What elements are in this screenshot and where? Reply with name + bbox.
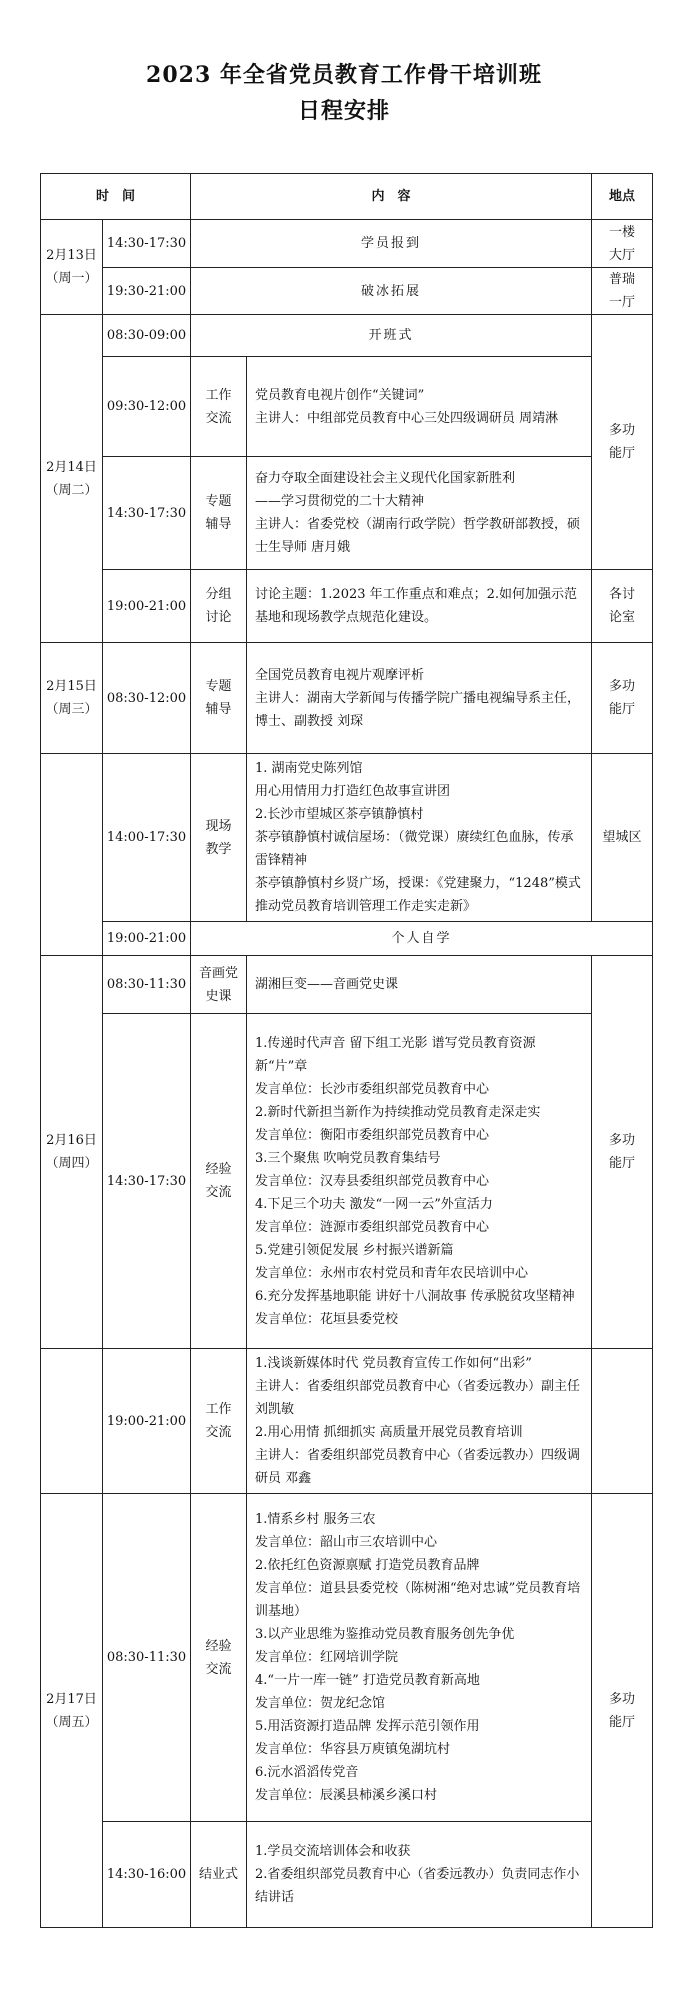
time-cell: 19:30-21:00 [103,268,191,315]
content-line: 2.省委组织部党员教育中心（省委远教办）负责同志作小结讲话 [255,1867,580,1905]
content-line: 发言单位：长沙市委组织部党员教育中心 [255,1081,490,1097]
form-cell: 工作 交流 [191,357,247,457]
content-cell [247,643,592,754]
form-cell: 经验 交流 [191,1494,247,1822]
table-row [41,922,653,956]
date-cell: 2月15日 （周三） [41,643,103,754]
time-cell: 19:00-21:00 [103,570,191,643]
date-cell: 2月17日 （周五） [41,1494,103,1928]
content-cell [247,1014,592,1349]
date-cell: 2月13日 （周一） [41,220,103,315]
header-place: 地点 [592,174,653,220]
table-row [41,754,653,922]
time-cell: 19:00-21:00 [103,1349,191,1494]
content-line: 发言单位：花垣县委党校 [255,1311,399,1327]
table-row [41,457,653,570]
time-cell: 08:30-11:30 [103,956,191,1014]
content-line: 茶亭镇静慎村乡贤广场，授课：《党建聚力，“1248”模式推动党员教育培训管理工作走实走新》 [255,876,581,914]
content-line: 4.“一片一库一链” 打造党员教育新高地 [255,1673,480,1688]
table-row [41,315,653,357]
time-cell: 08:30-09:00 [103,315,191,357]
table-row [41,268,653,315]
table-row [41,357,653,457]
page-title: 2023 年全省党员教育工作骨干培训班 [146,62,542,88]
form-cell: 专题 辅导 [191,643,247,754]
date-cell: 2月16日 （周四） [41,956,103,1349]
place-cell: 多功 能厅 [592,1494,653,1928]
content-cell [247,754,592,922]
content-line: 党员教育电视片创作“关键词” [255,387,425,403]
header-time: 时 间 [41,174,191,220]
content-line: 发言单位：辰溪县柿溪乡溪口村 [255,1788,438,1803]
content-line: 发言单位：永州市农村党员和青年农民培训中心 [255,1265,529,1281]
content-line: 全国党员教育电视片观摩评析 [255,667,425,683]
content-line: 湖湘巨变——音画党史课 [255,977,399,992]
content-line: 用心用情用力打造红色故事宣讲团 [255,784,451,799]
header-row [41,174,653,220]
time-cell: 14:30-17:30 [103,457,191,570]
place-cell: 多功 能厅 [592,956,653,1349]
content-line: 发言单位：涟源市委组织部党员教育中心 [255,1219,490,1235]
content-line: 1.学员交流培训体会和收获 [255,1844,411,1859]
form-cell: 经验 交流 [191,1014,247,1349]
table-row [41,956,653,1014]
content-line: 1.浅谈新媒体时代 党员教育宣传工作如何“出彩” [255,1356,532,1371]
content-line: 6.充分发挥基地职能 讲好十八洞故事 传承脱贫攻坚精神 [255,1288,575,1304]
page-subtitle: 日程安排 [297,98,390,124]
content-line: 2.长沙市望城区茶亭镇静慎村 [255,807,424,822]
content-line: ——学习贯彻党的二十大精神 [255,494,425,509]
place-cell: 一楼 大厅 [592,220,653,268]
content-cell [247,1822,592,1928]
content-line: 讨论主题：1.2023 年工作重点和难点；2.如何加强示范基地和现场教学点规范化建设。 [255,587,578,625]
table-row [41,220,653,268]
time-cell: 09:30-12:00 [103,357,191,457]
content-line: 6.沅水滔滔传党音 [255,1765,359,1780]
time-cell: 08:30-12:00 [103,643,191,754]
time-cell: 08:30-11:30 [103,1494,191,1822]
content-line: 3.以产业思维为鉴推动党员教育服务创先争优 [255,1627,515,1642]
place-cell: 多功 能厅 [592,315,653,570]
time-cell: 14:30-17:30 [103,1014,191,1349]
form-cell: 专题 辅导 [191,457,247,570]
date-cell-empty [41,754,103,956]
content-line: 发言单位：韶山市三农培训中心 [255,1535,438,1550]
content-cell [247,956,592,1014]
content-line: 发言单位：贺龙纪念馆 [255,1696,386,1711]
content-line: 奋力夺取全面建设社会主义现代化国家新胜利 [255,471,516,486]
time-cell: 14:30-16:00 [103,1822,191,1928]
content-line: 1.传递时代声音 留下组工光影 谱写党员教育资源新“片”章 [255,1035,536,1074]
table-row [41,1494,653,1822]
schedule-table [40,173,653,1928]
form-cell: 工作 交流 [191,1349,247,1494]
content-cell [247,570,592,643]
time-cell: 19:00-21:00 [103,922,191,956]
form-cell: 结业式 [191,1822,247,1928]
content-line: 1. 湖南党史陈列馆 [255,761,363,776]
time-cell: 14:30-17:30 [103,220,191,268]
content-line: 主讲人：湖南大学新闻与传播学院广播电视编导系主任，博士、副教授 刘琛 [255,690,581,729]
content-line: 4.下足三个功夫 激发“一网一云”外宣活力 [255,1196,493,1212]
content-line: 发言单位：道县县委党校（陈树湘“绝对忠诚”党员教育培训基地） [255,1581,581,1619]
content-line: 发言单位：衡阳市委组织部党员教育中心 [255,1127,490,1143]
place-cell-empty [592,1349,653,1494]
place-cell: 各讨 论室 [592,570,653,643]
date-cell: 2月14日 （周二） [41,315,103,643]
content-line: 发言单位：华容县万庾镇兔湖坑村 [255,1742,451,1757]
place-cell: 多功 能厅 [592,643,653,754]
place-cell: 望城区 [592,754,653,922]
date-cell-empty [41,1349,103,1494]
content-line: 3.三个聚焦 吹响党员教育集结号 [255,1150,441,1166]
content-line: 主讲人：省委组织部党员教育中心（省委远教办）副主任 刘凯敏 [255,1379,581,1417]
content-line: 5.用活资源打造品牌 发挥示范引领作用 [255,1719,480,1734]
content-line: 茶亭镇静慎村诚信屋场：（微党课）赓续红色血脉，传承雷锋精神 [255,830,574,868]
header-content: 内 容 [191,174,592,220]
table-row [41,1822,653,1928]
content-line: 5.党建引领促发展 乡村振兴谱新篇 [255,1242,454,1258]
content-cell: 个人自学 [191,922,653,956]
content-line: 1.情系乡村 服务三农 [255,1512,376,1527]
form-cell: 分组 讨论 [191,570,247,643]
content-line: 主讲人：省委组织部党员教育中心（省委远教办）四级调研员 邓鑫 [255,1448,581,1486]
content-cell [247,457,592,570]
table-row [41,1349,653,1494]
table-row [41,1014,653,1349]
content-cell: 学员报到 [191,220,592,268]
content-line: 主讲人：省委党校（湖南行政学院）哲学教研部教授，硕士生导师 唐月娥 [255,517,581,555]
content-line: 发言单位：汉寿县委组织部党员教育中心 [255,1173,490,1189]
content-line: 2.依托红色资源禀赋 打造党员教育品牌 [255,1558,480,1573]
place-cell: 普瑞 一厅 [592,268,653,315]
content-line: 主讲人：中组部党员教育中心三处四级调研员 周靖淋 [255,410,559,426]
content-line: 2.新时代新担当新作为持续推动党员教育走深走实 [255,1104,541,1120]
content-line: 发言单位：红网培训学院 [255,1650,399,1665]
table-row [41,643,653,754]
table-row [41,570,653,643]
content-cell [247,1494,592,1822]
content-cell [247,357,592,457]
content-line: 2.用心用情 抓细抓实 高质量开展党员教育培训 [255,1425,523,1440]
content-cell [247,1349,592,1494]
content-cell: 破冰拓展 [191,268,592,315]
form-cell: 音画党 史课 [191,956,247,1014]
form-cell: 现场 教学 [191,754,247,922]
content-cell: 开班式 [191,315,592,357]
time-cell: 14:00-17:30 [103,754,191,922]
